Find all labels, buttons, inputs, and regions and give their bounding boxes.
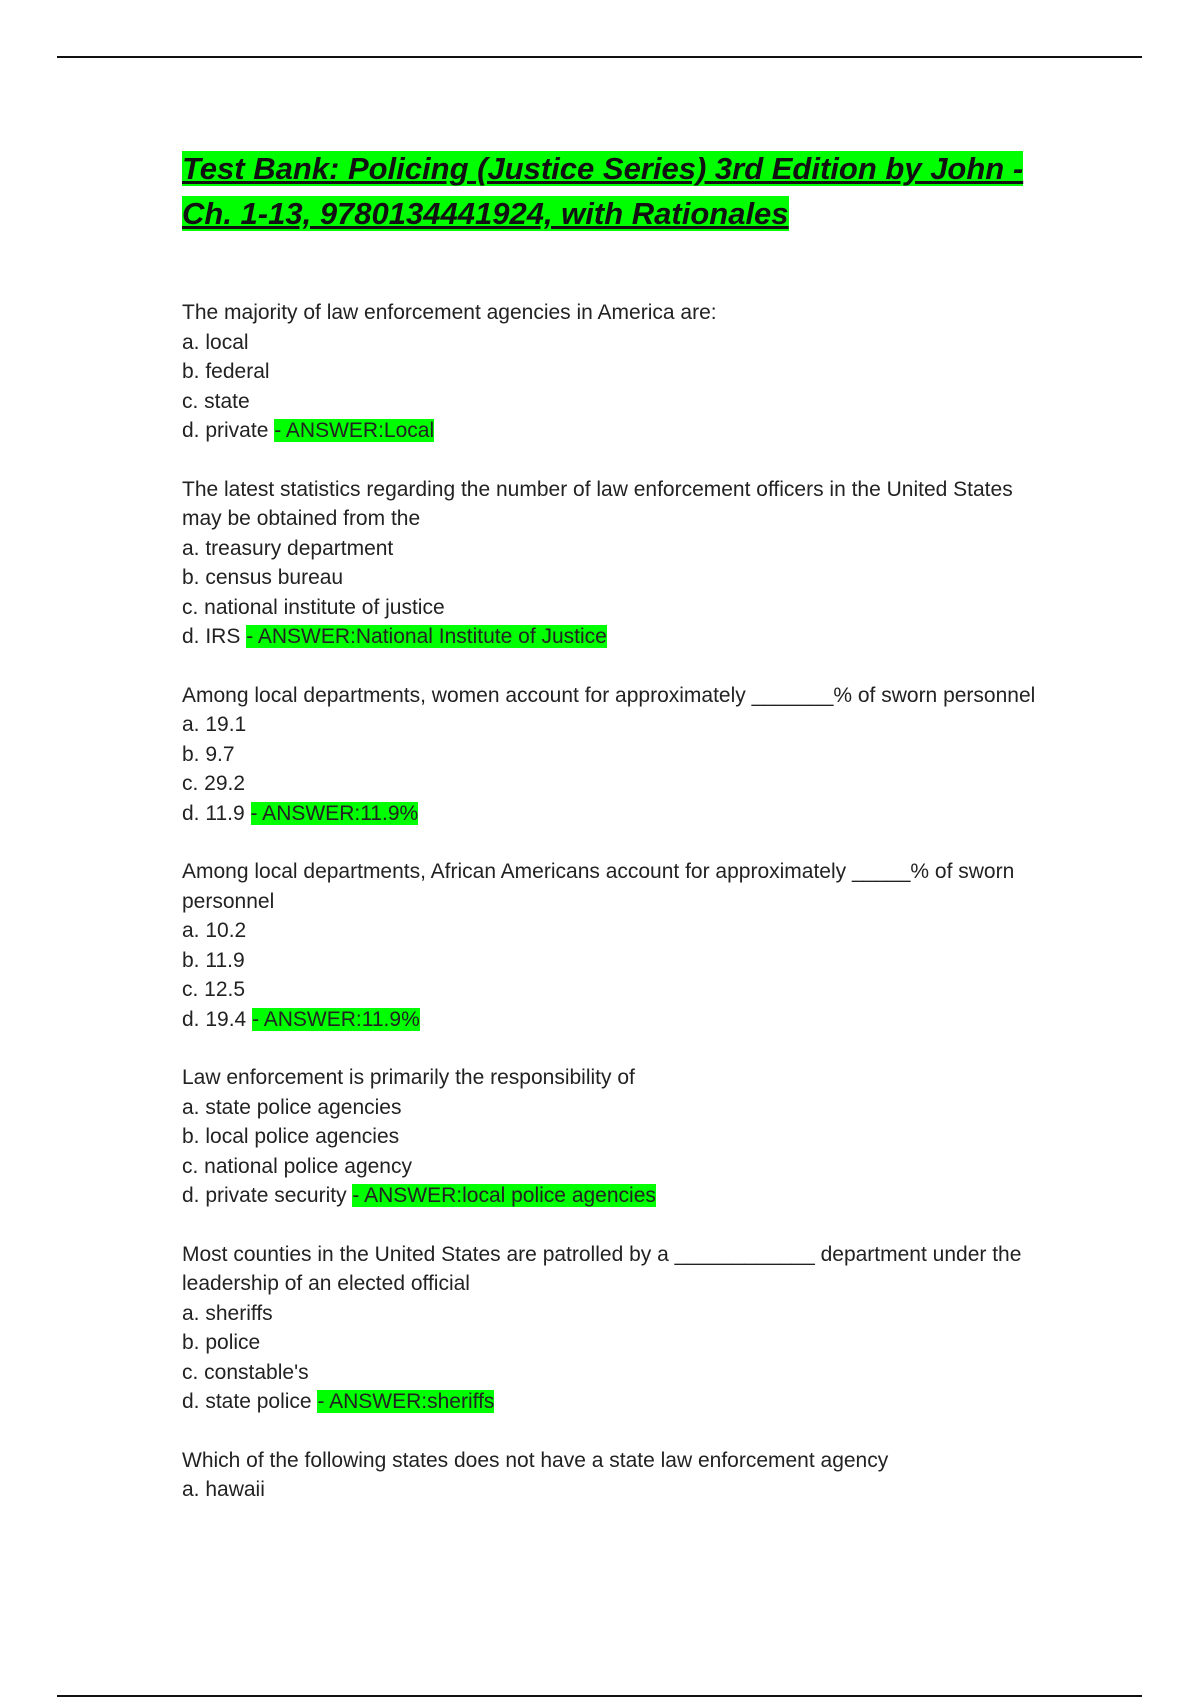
option-b: b. local police agencies <box>182 1125 400 1148</box>
question-1 <box>182 298 1042 446</box>
answer-highlight: - ANSWER:National Institute of Justice <box>246 625 607 648</box>
option-d-row <box>182 1181 1042 1211</box>
document-title <box>182 146 1042 236</box>
option-d: d. private <box>182 419 269 442</box>
option-c: c. state <box>182 389 250 413</box>
option-d: d. private security <box>182 1184 347 1207</box>
option-b: b. police <box>182 1331 261 1354</box>
option-d: d. 19.4 <box>182 1007 247 1031</box>
option-d: d. state police <box>182 1390 312 1413</box>
question-5 <box>182 1063 1042 1211</box>
answer-highlight: - ANSWER:local police agencies <box>352 1184 656 1207</box>
answer-highlight: - ANSWER:Local <box>274 419 435 442</box>
question-7 <box>182 1446 1042 1505</box>
option-c: c. constable's <box>182 1360 309 1384</box>
answer-highlight: - ANSWER:sheriffs <box>317 1390 495 1413</box>
option-a: a. 19.1 <box>182 713 247 736</box>
option-a: a. state police agencies <box>182 1095 402 1119</box>
option-a: a. local <box>182 330 249 354</box>
title-line-2: Ch. 1-13, 9780134441924, with Rationales <box>182 196 789 231</box>
option-a: a. sheriffs <box>182 1301 273 1325</box>
option-d-row <box>182 1387 1042 1417</box>
question-stem: Which of the following states does not have a state law enforcement agency <box>182 1448 889 1472</box>
question-2 <box>182 475 1042 652</box>
option-d-row <box>182 1005 1042 1035</box>
option-c: c. national institute of justice <box>182 595 445 619</box>
question-stem: Among local departments, women account for approximately _______% of sworn personnel <box>182 683 1036 707</box>
question-stem: Among local departments, African Americans account for approximately _____% of sworn personnel <box>182 860 1015 913</box>
option-d-row <box>182 416 1042 446</box>
question-3 <box>182 681 1042 829</box>
option-b: b. census bureau <box>182 566 344 589</box>
answer-highlight: - ANSWER:11.9% <box>250 801 419 825</box>
question-stem: Most counties in the United States are patrolled by a ____________ department under the leadership of an elected official <box>182 1242 1022 1295</box>
option-c: c. 29.2 <box>182 772 246 795</box>
option-b: b. federal <box>182 360 270 383</box>
answer-highlight: - ANSWER:11.9% <box>252 1007 420 1031</box>
bottom-rule <box>57 1695 1142 1697</box>
question-4 <box>182 857 1042 1034</box>
question-stem: Law enforcement is primarily the responsibility of <box>182 1066 635 1089</box>
question-6 <box>182 1240 1042 1417</box>
option-d: d. IRS <box>182 625 241 648</box>
option-d: d. 11.9 <box>182 801 245 825</box>
question-stem: The majority of law enforcement agencies in America are: <box>182 301 717 324</box>
title-line-1: Test Bank: Policing (Justice Series) 3rd Edition by John - <box>182 151 1024 186</box>
option-a: a. hawaii <box>182 1478 265 1501</box>
option-c: c. 12.5 <box>182 978 246 1001</box>
option-b: b. 11.9 <box>182 948 245 972</box>
top-rule <box>57 56 1142 58</box>
question-list <box>182 298 1042 1505</box>
question-stem: The latest statistics regarding the number of law enforcement officers in the United States may be obtained from the <box>182 477 1013 530</box>
option-b: b. 9.7 <box>182 742 235 766</box>
document-body <box>182 146 1042 1534</box>
option-d-row <box>182 622 1042 652</box>
option-d-row <box>182 799 1042 829</box>
option-a: a. 10.2 <box>182 919 247 942</box>
option-c: c. national police agency <box>182 1154 412 1178</box>
option-a: a. treasury department <box>182 536 394 560</box>
